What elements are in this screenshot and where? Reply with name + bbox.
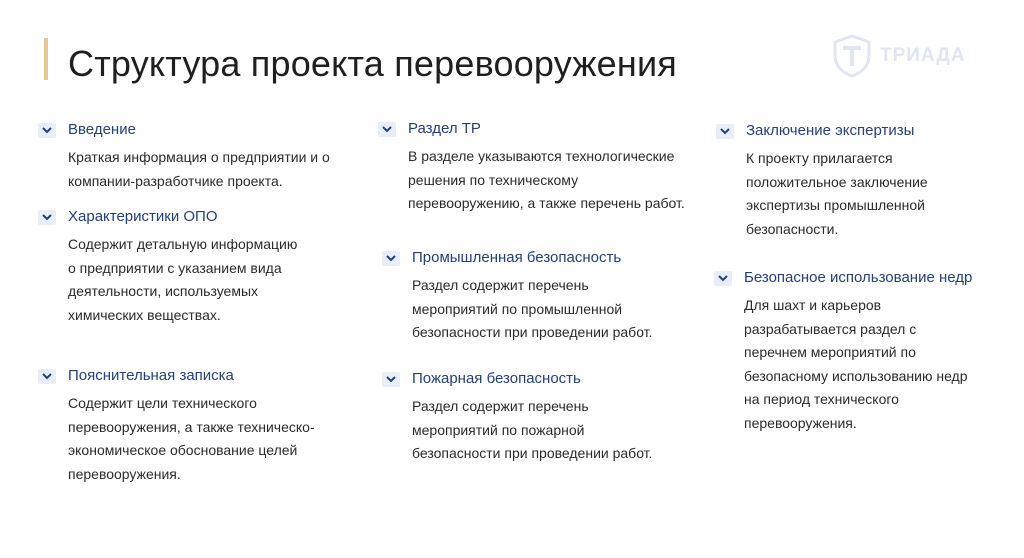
section-body — [38, 392, 315, 486]
section-title: Безопасное использование недр — [744, 269, 973, 286]
body-line: химических веществах. — [68, 306, 221, 323]
body-line: мероприятий по промышленной — [412, 300, 623, 317]
section-body — [716, 147, 928, 241]
body-line: перечнем мероприятий по — [744, 344, 916, 360]
body-line: перевооружению, а также перечень работ. — [408, 195, 685, 211]
logo-text: ТРИАДА — [880, 45, 966, 66]
chevron-down-icon — [714, 271, 732, 286]
body-line: о предприятии с указанием вида — [68, 259, 282, 276]
section-promyshlennaya-bezopasnost — [382, 248, 652, 345]
page-title: Структура проекта перевооружения — [68, 43, 677, 84]
chevron-down-icon — [378, 122, 396, 137]
section-vvedenie — [38, 120, 330, 193]
body-line: безопасности при проведении работ. — [412, 324, 653, 340]
section-title: Заключение экспертизы — [746, 122, 915, 139]
section-poyasnitelnaya-zapiska — [38, 366, 315, 486]
chevron-down-icon — [38, 210, 56, 225]
body-line: Раздел содержит перечень — [412, 277, 589, 293]
body-line: Краткая информация о предприятии и о — [68, 149, 330, 165]
body-line: экспертизы промышленной — [746, 197, 925, 213]
body-line: безопасности при проведении работ. — [412, 445, 653, 461]
shield-logo-icon — [832, 34, 872, 78]
body-line: Содержит детальную информацию — [68, 236, 298, 252]
section-harakteristiki-opo — [38, 207, 297, 327]
section-title: Введение — [68, 121, 136, 138]
body-line: Раздел содержит перечень — [412, 398, 589, 414]
body-line: деятельности, используемых — [68, 283, 259, 299]
body-line: безопасному использованию недр — [744, 367, 968, 384]
section-title: Пожарная безопасность — [412, 370, 581, 387]
body-line: экономическое обоснование целей — [68, 442, 298, 458]
company-logo — [832, 34, 966, 78]
body-line: разрабатывается раздел с — [744, 320, 917, 337]
chevron-down-icon — [716, 124, 734, 139]
section-body — [38, 233, 297, 327]
chevron-down-icon — [38, 369, 56, 384]
section-razdel-tr — [378, 119, 685, 216]
section-bezopasnoe-ispolzovanie-nedr — [714, 268, 972, 435]
section-pozharnaya-bezopasnost — [382, 369, 652, 466]
body-line: перевооружения, а также техническо- — [68, 418, 315, 435]
title-accent-bar — [44, 38, 48, 80]
body-line: на период технического — [744, 391, 899, 407]
chevron-down-icon — [382, 372, 400, 387]
body-line: компании-разработчике проекта. — [68, 172, 283, 189]
body-line: перевооружения. — [744, 414, 857, 431]
section-title: Раздел ТР — [408, 120, 481, 137]
section-title: Пояснительная записка — [68, 367, 234, 384]
chevron-down-icon — [382, 251, 400, 266]
section-body — [382, 395, 652, 466]
body-line: мероприятий по пожарной — [412, 421, 585, 438]
section-body — [378, 145, 685, 216]
body-line: В разделе указываются технологические — [408, 148, 675, 164]
body-line: К проекту прилагается — [746, 150, 893, 166]
body-line: решения по техническому — [408, 171, 579, 188]
body-line: Содержит цели технического — [68, 395, 257, 411]
section-body — [382, 274, 652, 345]
section-title: Характеристики ОПО — [68, 208, 218, 225]
chevron-down-icon — [38, 123, 56, 138]
section-body — [38, 146, 330, 193]
section-zaklyuchenie-ekspertizy — [716, 121, 928, 241]
body-line: перевооружения. — [68, 465, 181, 482]
body-line: безопасности. — [746, 220, 839, 237]
body-line: Для шахт и карьеров — [744, 297, 882, 313]
body-line: положительное заключение — [746, 173, 928, 190]
section-title: Промышленная безопасность — [412, 249, 622, 266]
section-body — [714, 294, 972, 435]
